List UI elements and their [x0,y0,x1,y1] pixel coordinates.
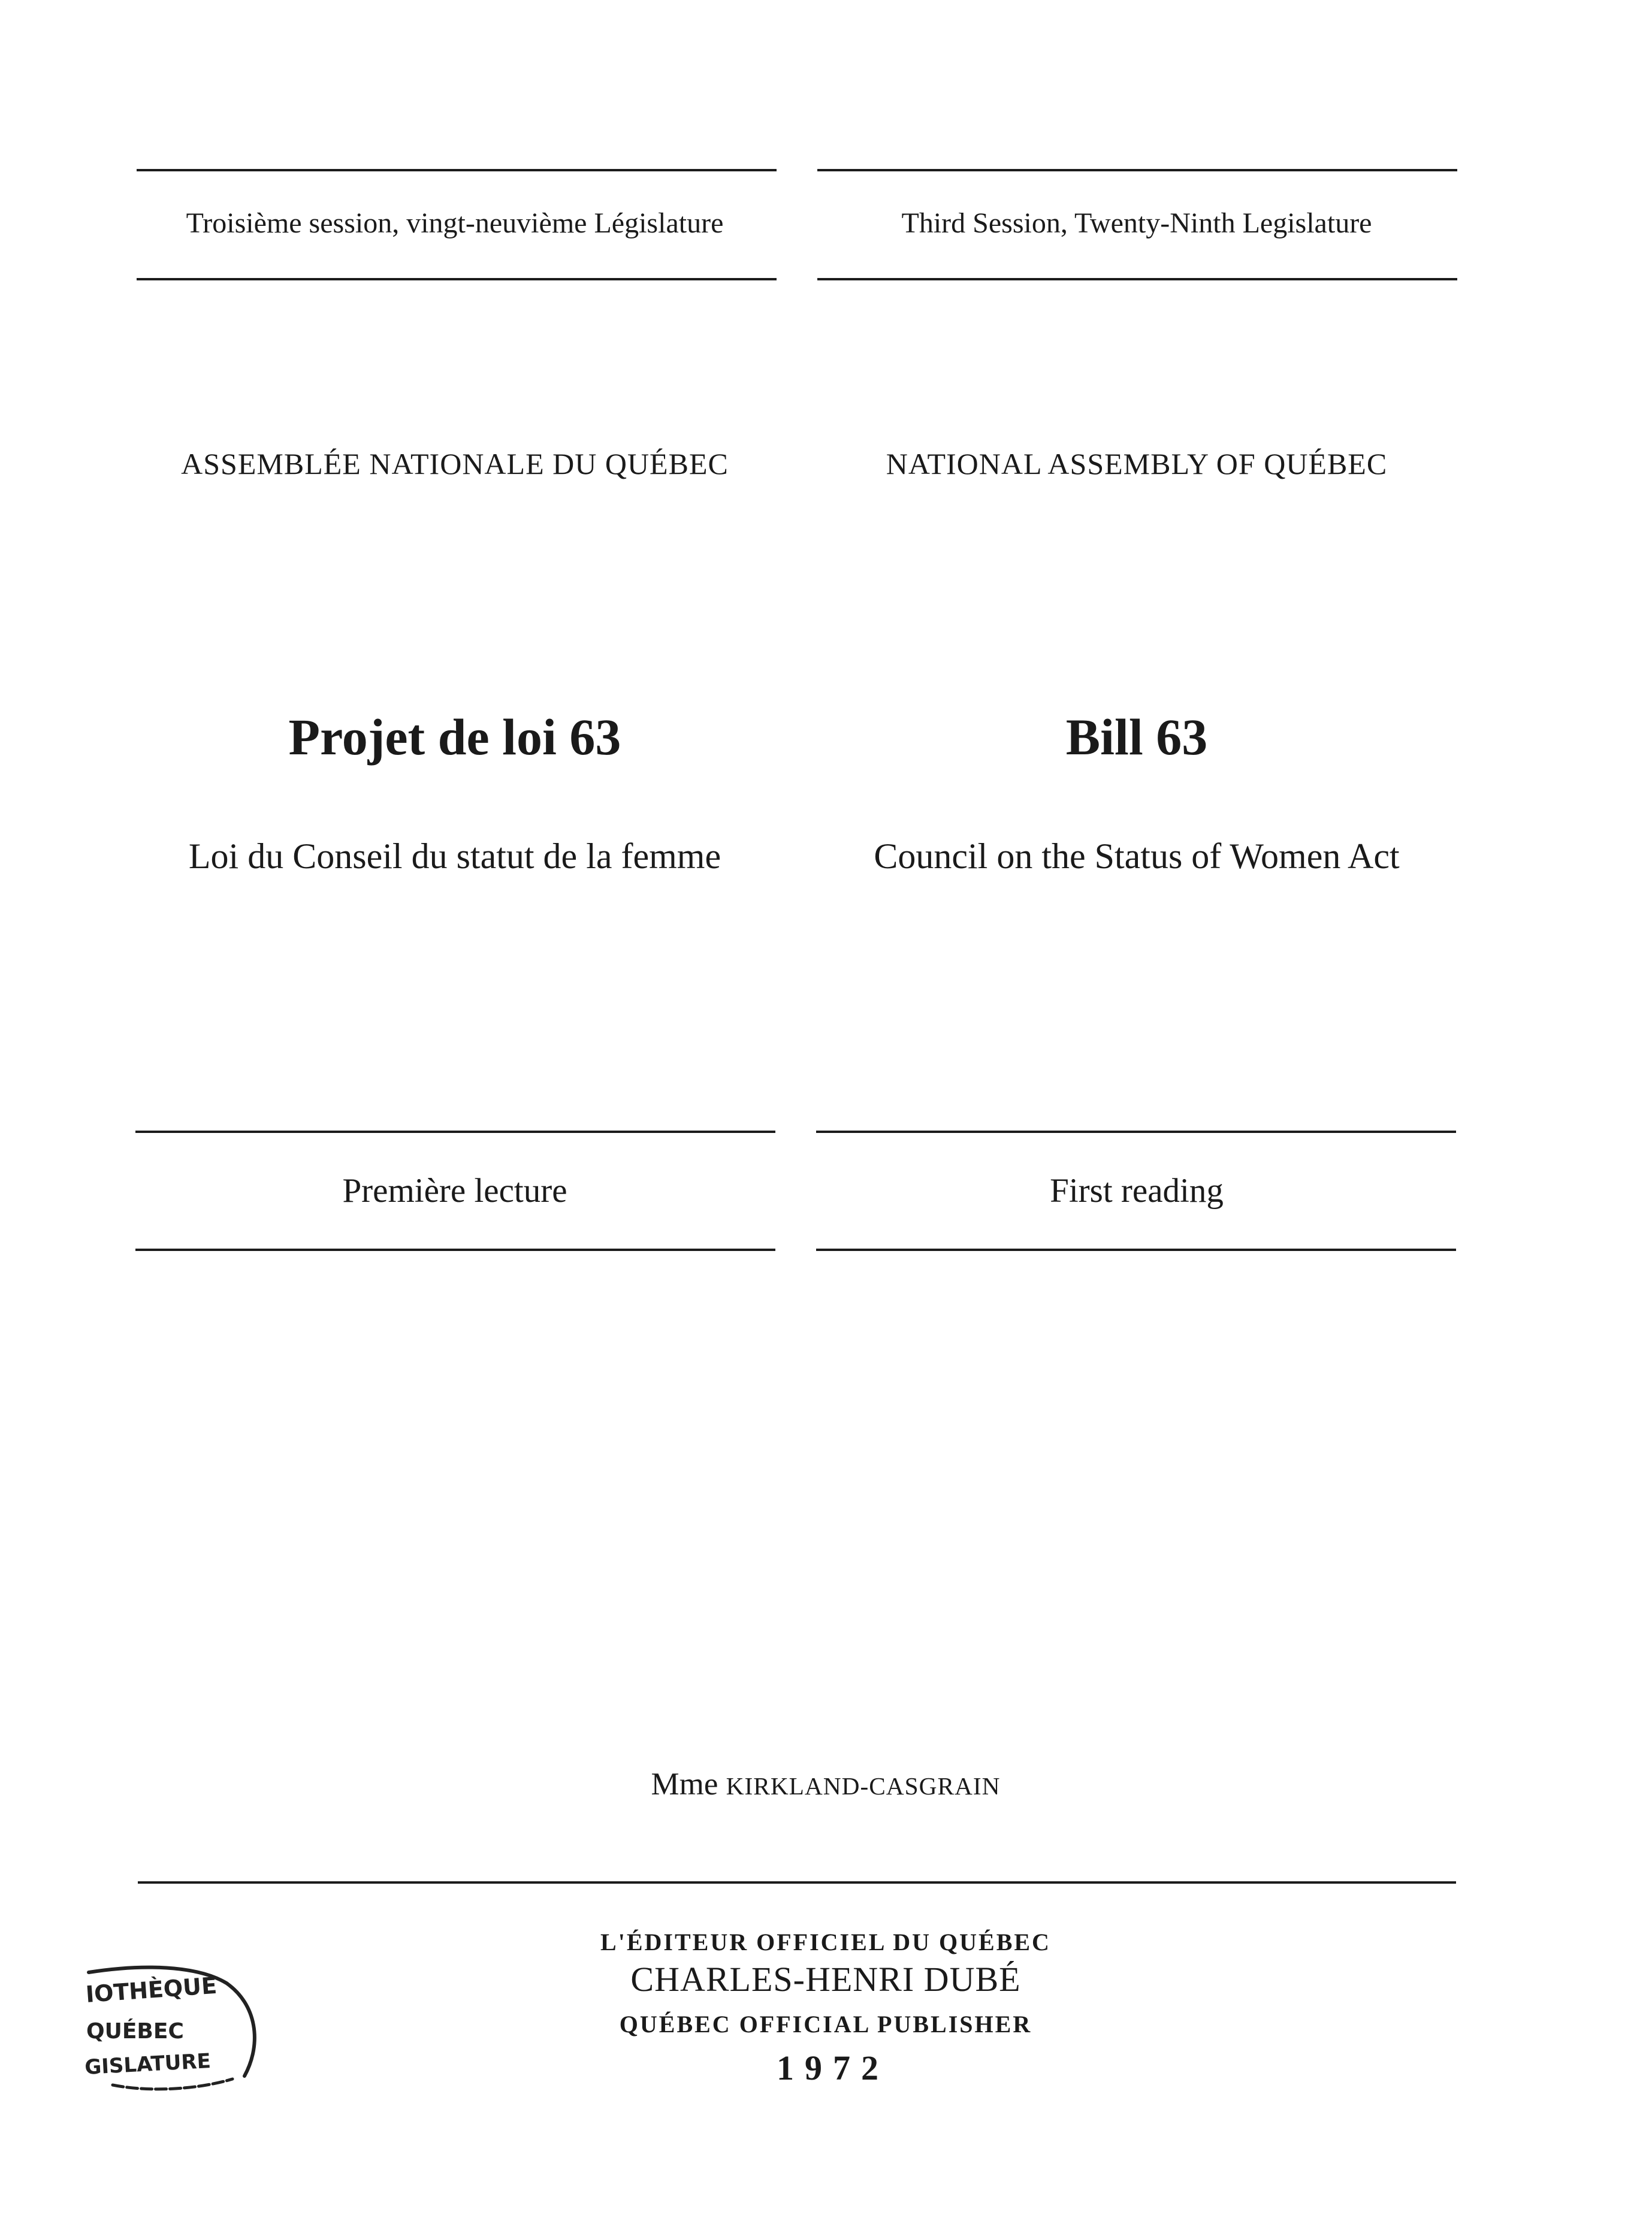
stamp-line-3: GISLATURE [84,2049,212,2080]
session-label-en: Third Session, Twenty-Ninth Legislature [901,207,1372,239]
stamp-line-1: IOTHÈQUE [84,1972,218,2008]
header-top-rule-en [817,169,1457,171]
publisher-title-en: QUÉBEC OFFICIAL PUBLISHER [619,2011,1032,2038]
sponsor-name: KIRKLAND-CASGRAIN [726,1772,1001,1800]
assembly-name-en: NATIONAL ASSEMBLY OF QUÉBEC [886,447,1388,481]
sponsor-line [436,1766,1215,1802]
bill-title-en: Bill 63 [1065,708,1208,766]
library-stamp-icon [77,1959,274,2097]
sponsor-prefix: Mme [651,1767,718,1802]
reading-label-en: First reading [1050,1172,1224,1210]
reading-bottom-rule-fr [135,1249,775,1251]
reading-label-fr: Première lecture [342,1172,567,1210]
publisher-title-fr: L'ÉDITEUR OFFICIEL DU QUÉBEC [600,1929,1051,1956]
reading-top-rule-en [816,1131,1456,1133]
bill-title-fr: Projet de loi 63 [288,708,621,766]
act-name-en: Council on the Status of Women Act [874,836,1400,876]
header-bottom-rule-fr [137,278,777,280]
publisher-name: CHARLES-HENRI DUBÉ [630,1960,1021,1999]
act-name-fr: Loi du Conseil du statut de la femme [188,836,721,876]
footer-rule [138,1881,1456,1884]
stamp-line-2: QUÉBEC [86,2019,184,2044]
assembly-name-fr: ASSEMBLÉE NATIONALE DU QUÉBEC [181,447,729,481]
reading-top-rule-fr [135,1131,775,1133]
reading-bottom-rule-en [816,1249,1456,1251]
header-bottom-rule-en [817,278,1457,280]
session-label-fr: Troisième session, vingt-neuvième Législature [186,207,724,239]
header-top-rule-fr [137,169,777,171]
publication-year: 1972 [777,2048,889,2087]
